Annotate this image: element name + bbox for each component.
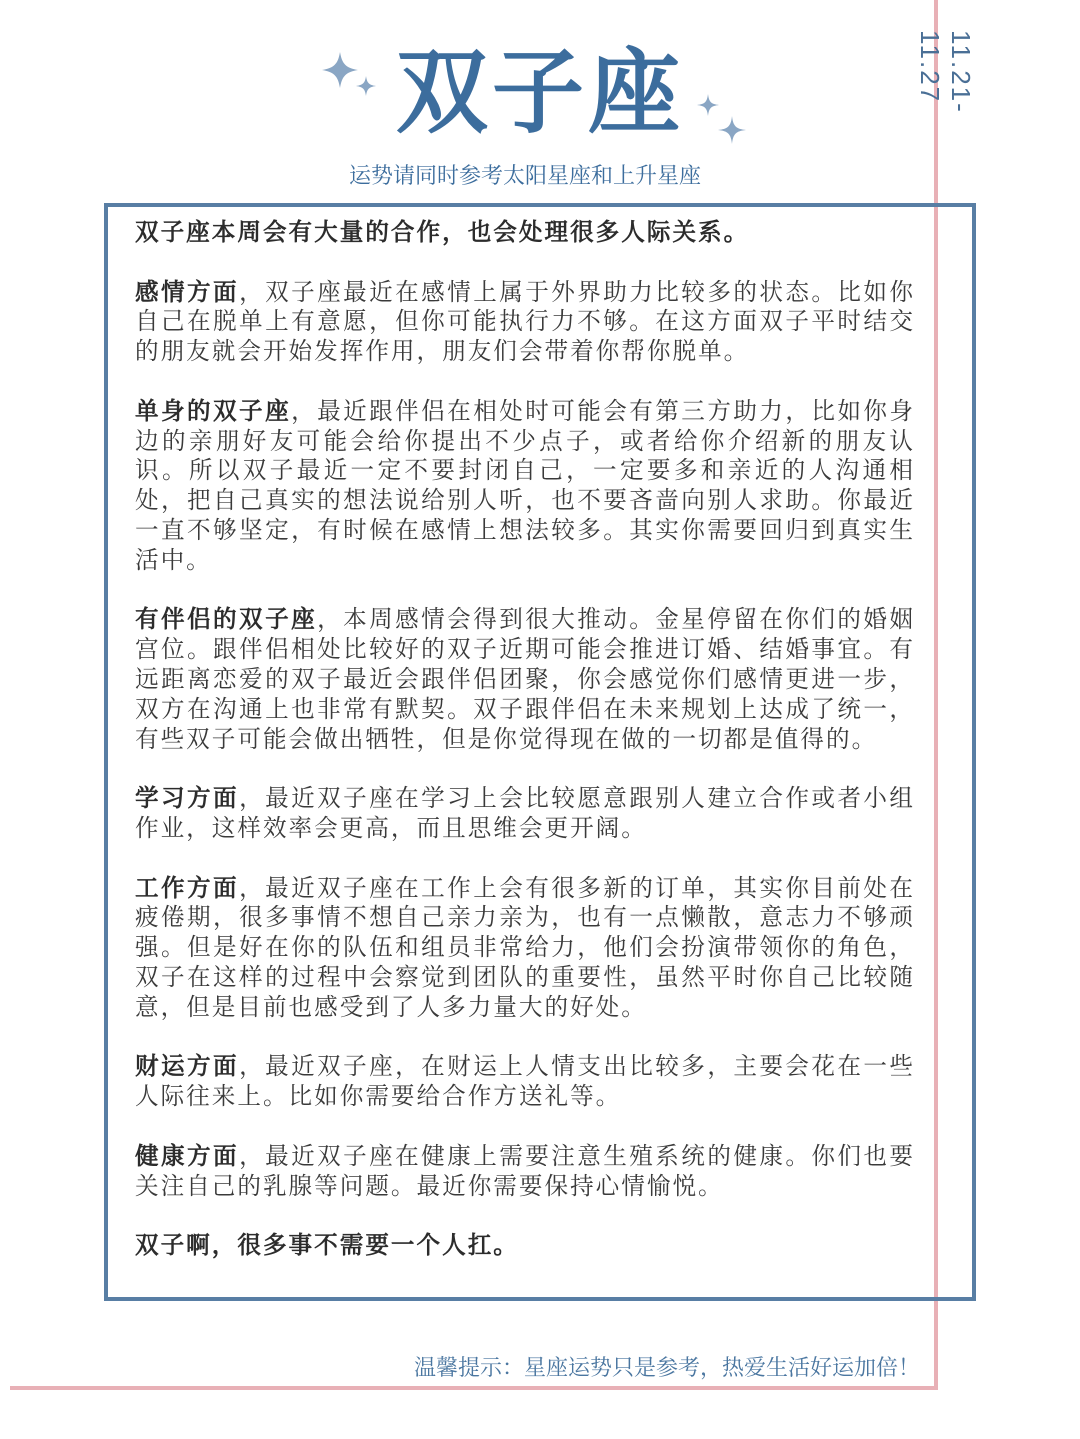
section-text: ，最近双子座在健康上需要注意生殖系统的健康。你们也要关注自己的乳腺等问题。最近你需要保持心情愉悦。 <box>135 1141 916 1200</box>
section-heading: 工作方面 <box>135 873 240 902</box>
section-partnered <box>135 605 915 754</box>
date-range: 11.21-11.27 <box>915 30 976 114</box>
footer-note: 温馨提示：星座运势只是参考，热爱生活好运加倍！ <box>413 1356 920 1381</box>
section-heading: 学习方面 <box>135 784 240 813</box>
page-subtitle: 运势请同时参考太阳星座和上升星座 <box>348 164 701 189</box>
section-text: ，最近跟伴侣在相处时可能会有第三方助力，比如你身边的亲朋好友可能会给你提出不少点子，或者给你介绍新的朋友认识。所以双子最近一定不要封闭自己，一定要多和亲近的人沟通相处，把自己真实的想法说给别人听，也不要吝啬向别人求助。你最近一直不够坚定，有时候在感情上想法较多。其实你需要回归到真实生活中。 <box>135 396 916 574</box>
section-text: ，本周感情会得到很大推动。金星停留在你们的婚姻宫位。跟伴侣相处比较好的双子近期可能会推进订婚、结婚事宜。有远距离恋爱的双子最近会跟伴侣团聚，你会感觉你们感情更进一步，双方在沟通上也非常有默契。双子跟伴侣在未来规划上达成了统一，有些双子可能会做出牺牲，但是你觉得现在做的一切都是值得的。 <box>135 605 916 753</box>
pink-horizontal-line <box>10 1386 938 1390</box>
section-heading: 财运方面 <box>135 1052 240 1081</box>
sparkle-icon <box>318 46 388 106</box>
section-text: ，最近双子座，在财运上人情支出比较多，主要会花在一些人际往来上。比如你需要给合作方送礼等。 <box>135 1052 916 1111</box>
section-heading: 有伴侣的双子座 <box>135 605 318 634</box>
section-love <box>135 278 915 367</box>
section-finance <box>135 1052 915 1112</box>
sparkle-icon <box>692 90 752 154</box>
section-heading: 感情方面 <box>135 277 240 306</box>
horoscope-content <box>135 218 915 1261</box>
section-text: ，最近双子座在学习上会比较愿意跟别人建立合作或者小组作业，这样效率会更高，而且思维会更开阔。 <box>135 784 916 842</box>
section-heading: 健康方面 <box>135 1141 240 1170</box>
page-title: 双子座 <box>395 39 684 146</box>
section-heading: 单身的双子座 <box>135 396 292 425</box>
section-text: ，最近双子座在工作上会有很多新的订单，其实你目前处在疲倦期，很多事情不想自己亲力亲为，也有一点懒散，意志力不够顽强。但是好在你的队伍和组员非常给力，他们会扮演带领你的角色，双子在这样的过程中会察觉到团队的重要性，虽然平时你自己比较随意，但是目前也感受到了人多力量大的好处。 <box>135 873 916 1021</box>
intro-paragraph: 双子座本周会有大量的合作，也会处理很多人际关系。 <box>135 218 750 246</box>
section-study <box>135 784 915 844</box>
closing-paragraph: 双子啊，很多事不需要一个人扛。 <box>135 1231 519 1260</box>
section-work <box>135 874 915 1023</box>
section-text: ，双子座最近在感情上属于外界助力比较多的状态。比如你自己在脱单上有意愿，但你可能执行力不够。在这方面双子平时结交的朋友就会开始发挥作用，朋友们会带着你帮你脱单。 <box>135 277 916 366</box>
section-health <box>135 1142 915 1202</box>
section-single <box>135 397 915 576</box>
